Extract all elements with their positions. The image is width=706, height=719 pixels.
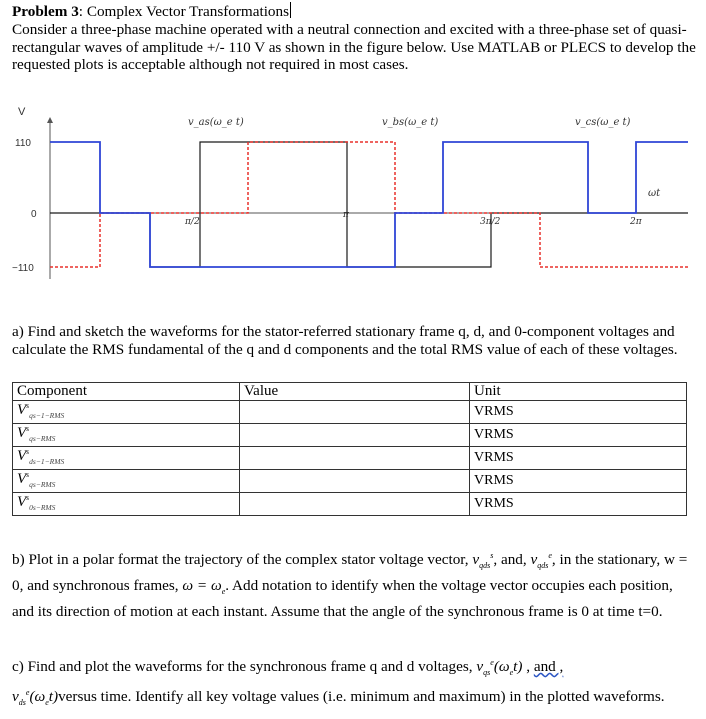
table-row (13, 447, 687, 470)
vbs-waveform (50, 142, 688, 267)
header-value: Value (240, 383, 470, 401)
unit-cell: VRMS (470, 424, 687, 447)
x-tick-3pi-2: 3π/2 (480, 217, 501, 227)
problem-title-text: : Complex Vector Transformations (78, 3, 290, 20)
value-cell[interactable] (240, 470, 470, 493)
component-symbol: $V^s_{qs-1-RMS}$ (17, 401, 65, 420)
value-cell[interactable] (240, 424, 470, 447)
unit-cell: VRMS (470, 401, 687, 424)
omega-eq-symbol: $\omega = \omega_e$ (182, 577, 226, 597)
x-tick-pi: π (343, 210, 349, 220)
value-cell[interactable] (240, 447, 470, 470)
table-row (13, 401, 687, 424)
header-unit: Unit (470, 383, 687, 401)
x-tick-pi-2: π/2 (185, 217, 200, 227)
x-axis-label: ωt (648, 188, 661, 199)
vds-e-symbol: $v_{ds}^e(\omega_et)$ (12, 688, 59, 708)
vas-label: v_as(ω_e t) (188, 117, 244, 128)
value-cell[interactable] (240, 401, 470, 424)
vbs-label: v_bs(ω_e t) (382, 117, 439, 128)
rms-table (12, 382, 687, 516)
component-symbol: $V^s_{qs-RMS}$ (17, 424, 56, 443)
part-c-text: c) Find and plot the waveforms for the synchronous frame q and d voltages, $v_{qs}^e(\omega_et)$ , and , $v_{ds}^e(\omega_et)versus$ time. Identify all key voltage values (i.e. minimum and maximum) in the plotted waveforms. (12, 658, 665, 708)
phase-voltage-figure (0, 95, 706, 295)
value-cell[interactable] (240, 493, 470, 516)
component-symbol: $V^s_{qs-RMS}$ (17, 470, 56, 489)
vqds-e-symbol: $v_{qds}^e$ (530, 551, 552, 571)
unit-cell: VRMS (470, 470, 687, 493)
component-symbol: $V^s_{0s-RMS}$ (17, 493, 56, 512)
table-header-row (13, 383, 687, 401)
table-row (13, 470, 687, 493)
table-row (13, 424, 687, 447)
unit-cell: VRMS (470, 447, 687, 470)
y-tick-neg110: −110 (12, 263, 34, 274)
vcs-label: v_cs(ω_e t) (575, 117, 631, 128)
part-b-text: b) Plot in a polar format the trajectory of the complex stator voltage vector, $v_{qds}^s$, and, $v_{qds}^e$, in the stationary, w = 0, and synchronous frames, $\omega = \omega_e$. Add notation to identify when the voltage vector occupies each position, and its direction of motion at each instant. Assume that the angle of the synchronous frame is 0 at time t=0. (12, 551, 688, 621)
y-axis-label: V (18, 106, 26, 118)
problem-title (12, 2, 696, 21)
problem-label: Problem 3 (12, 3, 79, 20)
problem-intro: Consider a three-phase machine operated with a neutral connection and excited with a three-phase set of quasi-rectangular waves of amplitude +/- 110 V as shown in the figure below. Use MATLAB or PLECS to develop the requested plots is acceptable although not required in most cases. (12, 21, 696, 73)
y-tick-110: 110 (15, 138, 31, 149)
and-underlined: and , (533, 658, 564, 676)
y-tick-0: 0 (31, 209, 37, 220)
y-axis-arrow (47, 117, 53, 123)
vcs-waveform (50, 142, 688, 267)
vqs-e-symbol: $v_{qs}^e(\omega_et)$ (476, 658, 523, 678)
part-a-text: a) Find and sketch the waveforms for the stator-referred stationary frame q, d, and 0-component voltages and calculate the RMS fundamental of the q and d components and the total RMS value of each of these voltages. (12, 323, 678, 358)
vas-waveform (50, 142, 688, 267)
vqds-s-symbol: $v_{qds}^s$ (472, 551, 494, 571)
component-symbol: $V^s_{ds-1-RMS}$ (17, 447, 65, 466)
unit-cell: VRMS (470, 493, 687, 516)
table-row (13, 493, 687, 516)
x-tick-2pi: 2π (630, 217, 642, 227)
header-component: Component (13, 383, 240, 401)
text-cursor (290, 2, 291, 18)
